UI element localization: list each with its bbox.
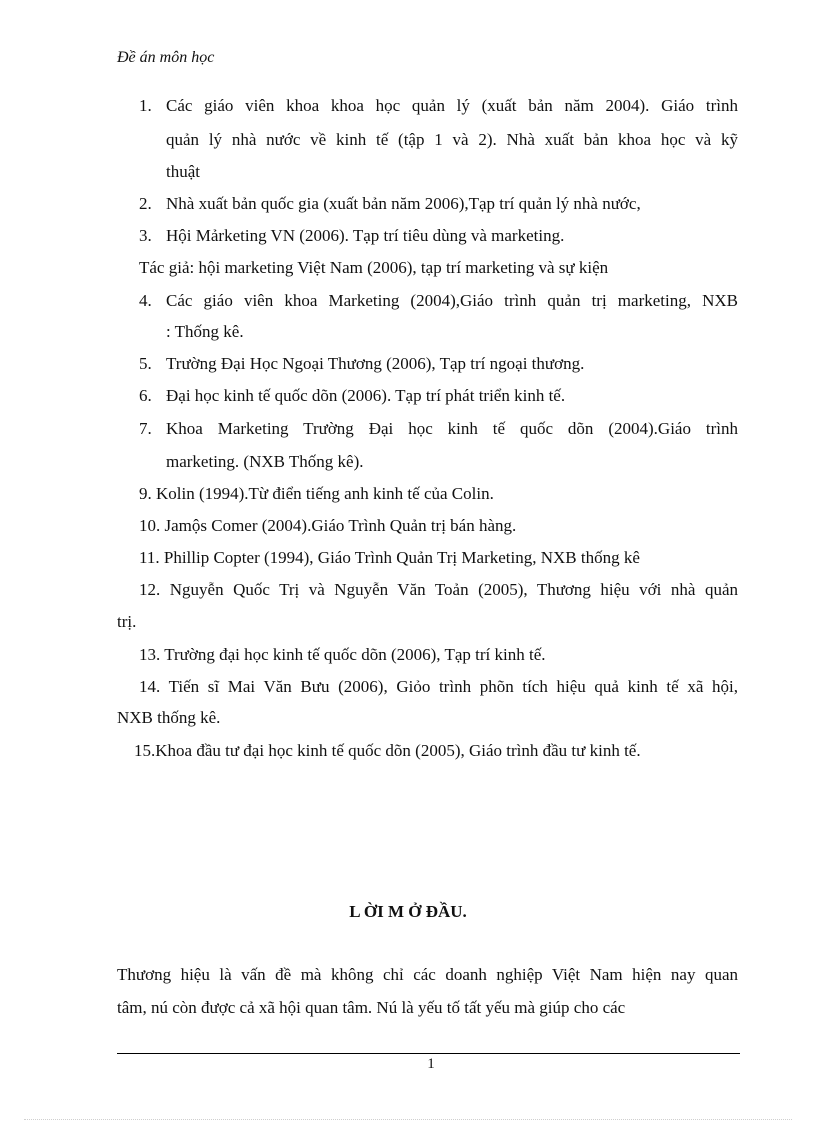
- reference-12-line-1: 12. Nguyễn Quốc Trị và Nguyễn Văn Toản (2005), Thương hiệu với nhà quản: [139, 580, 738, 599]
- intro-paragraph-line-1: Thương hiệu là vấn đề mà không chỉ các doanh nghiệp Việt Nam hiện nay quan: [117, 965, 738, 984]
- section-title: L ỜI M Ở ĐẦU.: [349, 902, 467, 921]
- reference-number: 3.: [139, 226, 152, 245]
- reference-1-line-2: quản lý nhà nước về kinh tế (tập 1 và 2). Nhà xuất bản khoa học và kỹ: [166, 130, 738, 149]
- reference-9: 9. Kolin (1994).Từ điển tiếng anh kinh tế của Colin.: [139, 484, 494, 503]
- reference-1-line-3: thuật: [166, 162, 200, 181]
- reference-number: 6.: [139, 386, 152, 405]
- footer-rule: [117, 1053, 740, 1054]
- running-header: Đề án môn học: [117, 49, 215, 66]
- reference-number: 1.: [139, 96, 152, 115]
- reference-13: 13. Trường đại học kinh tế quốc dõn (2006), Tạp trí kinh tế.: [139, 645, 546, 664]
- reference-11: 11. Phillip Copter (1994), Giáo Trình Quản Trị Marketing, NXB thống kê: [139, 548, 640, 567]
- reference-14-line-2: NXB thống kê.: [117, 708, 221, 727]
- reference-4-line-1: Các giáo viên khoa Marketing (2004),Giáo trình quản trị marketing, NXB: [166, 291, 738, 310]
- reference-number: 5.: [139, 354, 152, 373]
- page-edge: [24, 1119, 792, 1120]
- reference-14-line-1: 14. Tiến sĩ Mai Văn Bưu (2006), Giỏo trình phõn tích hiệu quả kinh tế xã hội,: [139, 677, 738, 696]
- reference-12-line-2: trị.: [117, 612, 137, 631]
- reference-4-line-2: : Thống kê.: [166, 322, 244, 341]
- reference-author-line: Tác giả: hội marketing Việt Nam (2006), tạp trí marketing và sự kiện: [139, 258, 609, 277]
- intro-paragraph-line-2: tâm, nú còn được cả xã hội quan tâm. Nú là yếu tố tất yếu mà giúp cho các: [117, 998, 626, 1017]
- reference-number: 2.: [139, 194, 152, 213]
- reference-number: 4.: [139, 291, 152, 310]
- page-number: 1: [427, 1056, 435, 1072]
- reference-10: 10. Jamộs Comer (2004).Giáo Trình Quản trị bán hàng.: [139, 516, 517, 535]
- reference-number: 7.: [139, 419, 152, 438]
- reference-15: 15.Khoa đầu tư đại học kinh tế quốc dõn (2005), Giáo trình đầu tư kinh tế.: [134, 741, 641, 760]
- reference-7-line-2: marketing. (NXB Thống kê).: [166, 452, 364, 471]
- reference-6: Đại học kinh tế quốc dõn (2006). Tạp trí phát triển kinh tế.: [166, 386, 566, 405]
- reference-1-line-1: Các giáo viên khoa khoa học quản lý (xuất bản năm 2004). Giáo trình: [166, 96, 738, 115]
- reference-5: Trường Đại Học Ngoại Thương (2006), Tạp trí ngoại thương.: [166, 354, 585, 373]
- reference-3: Hội Mảrketing VN (2006). Tạp trí tiêu dùng và marketing.: [166, 226, 565, 245]
- reference-7-line-1: Khoa Marketing Trường Đại học kinh tế quốc dõn (2004).Giáo trình: [166, 419, 738, 438]
- reference-2: Nhà xuất bản quốc gia (xuất bản năm 2006),Tạp trí quản lý nhà nước,: [166, 194, 641, 213]
